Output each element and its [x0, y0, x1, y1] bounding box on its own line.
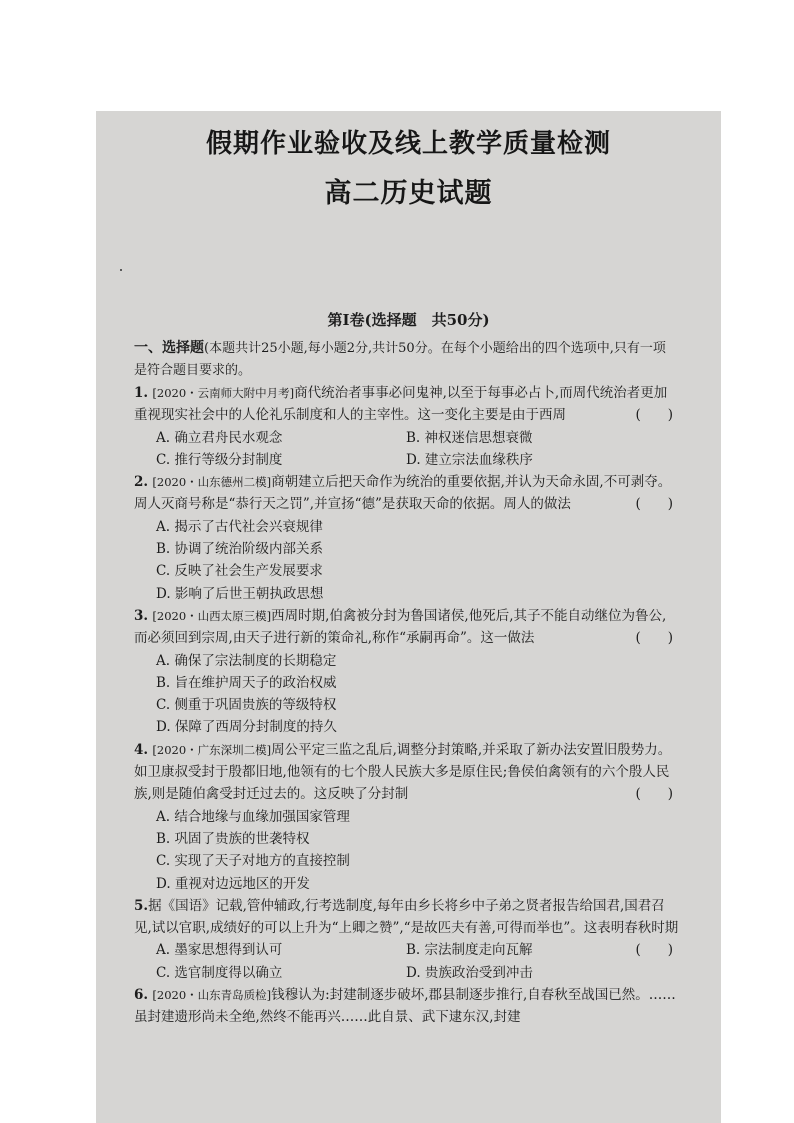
exam-title: 假期作业验收及线上教学质量检测	[205, 129, 611, 159]
stray-dot	[120, 269, 122, 271]
question-4	[134, 739, 679, 806]
section-instructions	[134, 337, 674, 382]
option-b[interactable]: B. 神权迷信思想衰微	[406, 429, 533, 446]
option-a[interactable]: A. 墨家思想得到认可	[156, 942, 283, 959]
question-number: 1.	[134, 385, 149, 401]
question-source: [2020・山西太原三模]	[152, 608, 272, 623]
question-stem: 据《国语》记载,管仲辅政,行考选制度,每年由乡长将乡中子弟之贤者报告给国君,国君召见,试以官职,成绩好的可以上升为“上卿之赞”,“是故匹夫有善,可得而举也”。这表明春秋时期	[134, 897, 679, 937]
question-3	[134, 605, 679, 650]
question-stem: 周公平定三监之乱后,调整分封策略,并采取了新办法安置旧殷势力。如卫康叔受封于殷都旧地,他领有的七个殷人民族大多是原住民;鲁侯伯禽领有的六个殷人民族,则是随伯禽受封迁过去的。这反映了分封制	[134, 741, 672, 803]
option-d[interactable]: D. 建立宗法血缘秩序	[406, 451, 533, 468]
answer-blank[interactable]: ( )	[635, 407, 673, 424]
exam-subtitle: 高二历史试题	[324, 178, 493, 209]
instructions-text: (本题共计25小题,每小题2分,共计50分。在每个小题给出的四个选项中,只有一项是符合题目要求的。	[134, 341, 666, 378]
question-stem: 商代统治者事事必问鬼神,以至于每事必占卜,而周代统治者更加重视现实社会中的人伦礼乐制度和人的主宰性。这一变化主要是由于西周	[134, 385, 668, 424]
option-b[interactable]: B. 巩固了贵族的世袭特权	[156, 830, 310, 847]
question-number: 6.	[134, 987, 149, 1004]
option-d[interactable]: D. 影响了后世王朝执政思想	[156, 585, 324, 602]
question-stem: 钱穆认为:封建制逐步破坏,郡县制逐步推行,自春秋至战国已然。……虽封建遗形尚未全绝,然终不能再兴……此自景、武下逮东汉,封建	[134, 987, 676, 1026]
option-c[interactable]: C. 实现了天子对地方的直接控制	[156, 853, 350, 870]
answer-blank[interactable]: ( )	[635, 496, 673, 513]
option-c[interactable]: C. 选官制度得以确立	[156, 964, 283, 981]
options-5	[134, 939, 635, 984]
option-a[interactable]: A. 确保了宗法制度的长期稳定	[156, 652, 337, 669]
part-label: 一、选择题	[134, 340, 204, 356]
question-list	[134, 382, 679, 1029]
question-number: 3.	[134, 607, 149, 624]
question-number: 5.	[134, 897, 149, 914]
option-c[interactable]: C. 侧重于巩固贵族的等级特权	[156, 697, 337, 714]
option-d[interactable]: D. 贵族政治受到冲击	[406, 964, 533, 981]
question-source: [2020・云南师大附中月考]	[152, 386, 295, 400]
question-source: [2020・山东德州二模]	[152, 475, 272, 490]
option-a[interactable]: A. 结合地缘与血缘加强国家管理	[156, 808, 350, 825]
options-3	[134, 650, 679, 739]
section-title: 第Ⅰ卷(选择题 共50分)	[327, 311, 490, 329]
question-number: 2.	[134, 474, 149, 491]
question-stem: 西周时期,伯禽被分封为鲁国诸侯,他死后,其子不能自动继位为鲁公,而必须回到宗周,由天子进行新的策命礼,称作“承嗣再命”。这一做法	[134, 607, 667, 647]
option-c[interactable]: C. 推行等级分封制度	[156, 451, 283, 468]
option-b[interactable]: B. 宗法制度走向瓦解	[406, 942, 533, 959]
question-6	[134, 984, 679, 1029]
option-d[interactable]: D. 保障了西周分封制度的持久	[156, 719, 337, 736]
options-1	[134, 427, 679, 472]
question-1	[134, 382, 679, 427]
options-2	[134, 516, 679, 605]
answer-blank[interactable]: ( )	[635, 630, 673, 647]
option-b[interactable]: B. 协调了统治阶级内部关系	[156, 541, 324, 558]
option-d[interactable]: D. 重视对边远地区的开发	[156, 875, 310, 892]
options-4	[134, 806, 679, 895]
option-c[interactable]: C. 反映了社会生产发展要求	[156, 563, 323, 580]
question-source: [2020・广东深圳二模]	[152, 742, 272, 757]
answer-blank[interactable]: ( )	[635, 942, 673, 959]
question-2	[134, 471, 679, 516]
answer-blank[interactable]: ( )	[635, 786, 673, 803]
option-a[interactable]: A. 揭示了古代社会兴衰规律	[156, 518, 323, 535]
option-b[interactable]: B. 旨在维护周天子的政治权威	[156, 674, 337, 691]
question-stem: 商朝建立后把天命作为统治的重要依据,并认为天命永固,不可剥夺。周人灭商号称是“恭行天之罚”,并宣扬“德”是获取天命的依据。周人的做法	[134, 474, 672, 513]
option-a[interactable]: A. 确立君舟民水观念	[156, 429, 283, 446]
question-number: 4.	[134, 741, 149, 758]
question-source: [2020・山东青岛质检]	[152, 988, 272, 1003]
exam-sheet	[96, 111, 721, 1123]
